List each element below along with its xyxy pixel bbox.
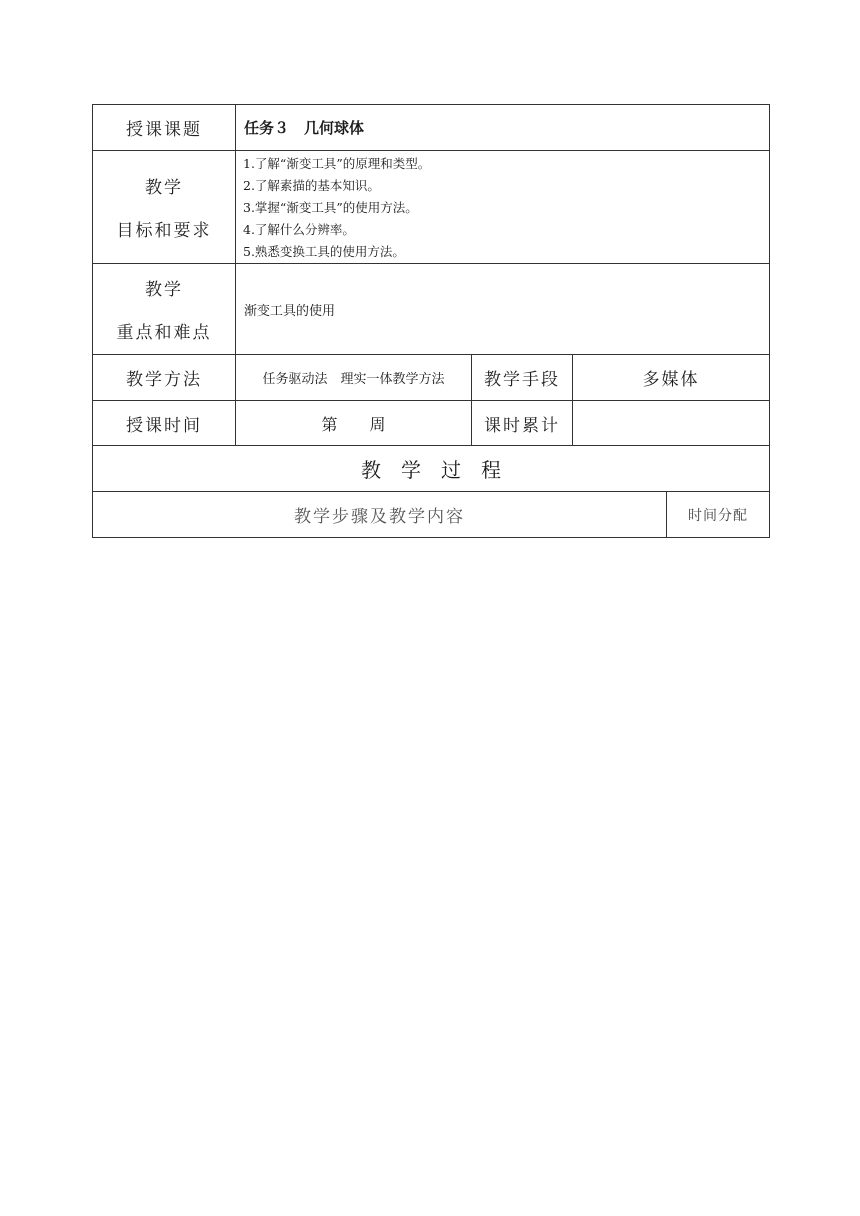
time-allocation-header: 时间分配: [667, 492, 770, 538]
week-value: 第 周: [236, 401, 472, 446]
objectives-label-line1: 教学: [145, 178, 183, 198]
objective-item: 1.了解“渐变工具”的原理和类型。: [243, 156, 431, 171]
process-title: 教学过程: [93, 446, 770, 492]
time-row: [93, 401, 770, 446]
objective-item: 5.熟悉变换工具的使用方法。: [243, 244, 405, 259]
keypoints-value: 渐变工具的使用: [236, 264, 770, 355]
method-row: [93, 355, 770, 401]
objectives-row: [93, 151, 770, 264]
objectives-label: [93, 151, 236, 264]
keypoints-row: [93, 264, 770, 355]
hours-label: 课时累计: [472, 401, 573, 446]
objectives-label-line2: 目标和要求: [116, 221, 212, 241]
process-header-row: [93, 492, 770, 538]
objective-item: 4.了解什么分辨率。: [243, 222, 355, 237]
keypoints-label-line1: 教学: [145, 280, 183, 300]
time-label: 授课时间: [93, 401, 236, 446]
keypoints-label: [93, 264, 236, 355]
lesson-plan-table: [92, 104, 770, 538]
objectives-list: [236, 151, 770, 264]
method-label: 教学方法: [93, 355, 236, 401]
steps-header: 教学步骤及教学内容: [93, 492, 667, 538]
keypoints-label-line2: 重点和难点: [116, 323, 212, 343]
title-row: [93, 105, 770, 151]
means-label: 教学手段: [472, 355, 573, 401]
objective-item: 3.掌握“渐变工具”的使用方法。: [243, 200, 418, 215]
method-value: 任务驱动法 理实一体教学方法: [236, 355, 472, 401]
process-title-row: [93, 446, 770, 492]
title-value: 任务３ 几何球体: [236, 105, 770, 151]
objective-item: 2.了解素描的基本知识。: [243, 178, 380, 193]
title-label: 授课课题: [93, 105, 236, 151]
means-value: 多媒体: [573, 355, 770, 401]
hours-value: [573, 401, 770, 446]
